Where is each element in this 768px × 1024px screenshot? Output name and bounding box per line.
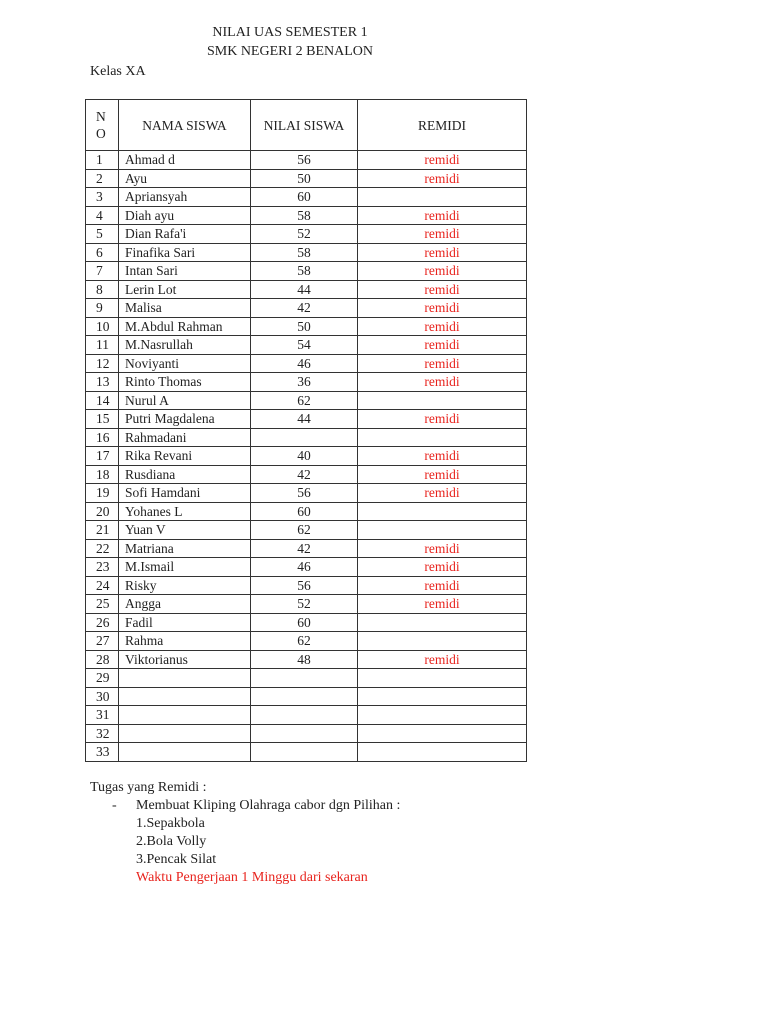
table-row — [86, 724, 527, 743]
row-no: 27 — [86, 632, 119, 651]
row-nilai: 42 — [251, 465, 358, 484]
class-label: Kelas XA — [90, 64, 146, 79]
row-nilai: 62 — [251, 521, 358, 540]
row-remidi: remidi — [358, 299, 527, 318]
row-remidi — [358, 188, 527, 207]
row-nilai: 40 — [251, 447, 358, 466]
row-nama: Rahma — [119, 632, 251, 651]
row-no: 15 — [86, 410, 119, 429]
row-nama: Malisa — [119, 299, 251, 318]
row-remidi — [358, 391, 527, 410]
doc-title: NILAI UAS SEMESTER 1 — [212, 25, 368, 40]
table-row — [86, 743, 527, 762]
table-row — [86, 336, 527, 355]
table-row — [86, 447, 527, 466]
row-no: 14 — [86, 391, 119, 410]
row-nilai: 52 — [251, 595, 358, 614]
row-remidi — [358, 706, 527, 725]
table-row — [86, 391, 527, 410]
row-nama: Viktorianus — [119, 650, 251, 669]
row-nama: M.Nasrullah — [119, 336, 251, 355]
row-nilai: 52 — [251, 225, 358, 244]
row-remidi: remidi — [358, 243, 527, 262]
row-no: 24 — [86, 576, 119, 595]
row-remidi: remidi — [358, 225, 527, 244]
row-remidi — [358, 687, 527, 706]
header-no-label: N O — [96, 109, 106, 141]
row-no: 26 — [86, 613, 119, 632]
row-nilai: 58 — [251, 206, 358, 225]
row-nilai: 58 — [251, 262, 358, 281]
table-row — [86, 317, 527, 336]
row-no: 19 — [86, 484, 119, 503]
header-nilai-siswa: NILAI SISWA — [251, 100, 358, 151]
table-row — [86, 687, 527, 706]
table-row — [86, 188, 527, 207]
option-item: 1.Sepakbola — [136, 816, 205, 831]
row-nama: Risky — [119, 576, 251, 595]
row-nama: Apriansyah — [119, 188, 251, 207]
header-nama-siswa: NAMA SISWA — [119, 100, 251, 151]
row-nama — [119, 743, 251, 762]
row-nama: Intan Sari — [119, 262, 251, 281]
row-no: 21 — [86, 521, 119, 540]
row-no: 8 — [86, 280, 119, 299]
row-remidi: remidi — [358, 336, 527, 355]
row-nilai: 42 — [251, 539, 358, 558]
row-nama: Yohanes L — [119, 502, 251, 521]
row-remidi: remidi — [358, 576, 527, 595]
row-nama: M.Ismail — [119, 558, 251, 577]
table-row — [86, 576, 527, 595]
header-no — [86, 100, 119, 151]
row-remidi: remidi — [358, 410, 527, 429]
row-no: 18 — [86, 465, 119, 484]
table-row — [86, 169, 527, 188]
table-row — [86, 484, 527, 503]
row-no: 16 — [86, 428, 119, 447]
row-nama — [119, 669, 251, 688]
row-remidi: remidi — [358, 169, 527, 188]
table-row — [86, 465, 527, 484]
table-row — [86, 354, 527, 373]
row-nama: Noviyanti — [119, 354, 251, 373]
school-name: SMK NEGERI 2 BENALON — [206, 44, 374, 59]
row-nama — [119, 687, 251, 706]
row-nama: Rinto Thomas — [119, 373, 251, 392]
header-remidi: REMIDI — [358, 100, 527, 151]
table-row — [86, 206, 527, 225]
row-remidi: remidi — [358, 465, 527, 484]
row-nama: M.Abdul Rahman — [119, 317, 251, 336]
table-row — [86, 262, 527, 281]
row-no: 32 — [86, 724, 119, 743]
row-nilai: 42 — [251, 299, 358, 318]
row-nama: Dian Rafa'i — [119, 225, 251, 244]
row-remidi: remidi — [358, 595, 527, 614]
row-nama: Diah ayu — [119, 206, 251, 225]
row-nama — [119, 724, 251, 743]
row-no: 5 — [86, 225, 119, 244]
option-item: 3.Pencak Silat — [136, 852, 217, 867]
row-nilai — [251, 706, 358, 725]
table-row — [86, 558, 527, 577]
row-nilai: 36 — [251, 373, 358, 392]
row-nama: Matriana — [119, 539, 251, 558]
table-row — [86, 539, 527, 558]
table-row — [86, 410, 527, 429]
row-nilai: 50 — [251, 169, 358, 188]
row-nilai: 58 — [251, 243, 358, 262]
option-item: 2.Bola Volly — [136, 834, 207, 849]
table-row — [86, 650, 527, 669]
row-nilai: 62 — [251, 391, 358, 410]
row-nama: Sofi Hamdani — [119, 484, 251, 503]
row-nama: Rika Revani — [119, 447, 251, 466]
table-row — [86, 151, 527, 170]
table-row — [86, 280, 527, 299]
row-no: 17 — [86, 447, 119, 466]
row-nama: Lerin Lot — [119, 280, 251, 299]
row-remidi: remidi — [358, 206, 527, 225]
row-remidi: remidi — [358, 262, 527, 281]
row-nilai: 50 — [251, 317, 358, 336]
row-nilai — [251, 743, 358, 762]
row-no: 22 — [86, 539, 119, 558]
table-row — [86, 373, 527, 392]
row-nilai: 44 — [251, 410, 358, 429]
row-nama: Rahmadani — [119, 428, 251, 447]
row-no: 1 — [86, 151, 119, 170]
row-nilai: 56 — [251, 576, 358, 595]
row-no: 13 — [86, 373, 119, 392]
row-remidi: remidi — [358, 650, 527, 669]
row-nilai: 54 — [251, 336, 358, 355]
table-row — [86, 613, 527, 632]
row-remidi — [358, 743, 527, 762]
row-remidi: remidi — [358, 539, 527, 558]
row-no: 25 — [86, 595, 119, 614]
row-nilai: 44 — [251, 280, 358, 299]
row-nilai: 60 — [251, 188, 358, 207]
row-nama: Putri Magdalena — [119, 410, 251, 429]
row-nilai: 56 — [251, 151, 358, 170]
row-nama: Ahmad d — [119, 151, 251, 170]
table-row — [86, 428, 527, 447]
row-nama: Angga — [119, 595, 251, 614]
row-remidi — [358, 632, 527, 651]
row-remidi: remidi — [358, 151, 527, 170]
row-remidi: remidi — [358, 484, 527, 503]
row-no: 29 — [86, 669, 119, 688]
row-no: 10 — [86, 317, 119, 336]
row-no: 4 — [86, 206, 119, 225]
row-remidi: remidi — [358, 558, 527, 577]
row-remidi: remidi — [358, 373, 527, 392]
task-text: Membuat Kliping Olahraga cabor dgn Pilihan : — [136, 798, 401, 813]
task-line — [90, 797, 400, 815]
row-no: 6 — [86, 243, 119, 262]
table-row — [86, 632, 527, 651]
row-no: 11 — [86, 336, 119, 355]
table-row — [86, 225, 527, 244]
remedial-notes — [90, 779, 400, 887]
row-remidi — [358, 669, 527, 688]
row-no: 33 — [86, 743, 119, 762]
row-nama: Ayu — [119, 169, 251, 188]
table-row — [86, 299, 527, 318]
row-remidi: remidi — [358, 280, 527, 299]
row-no: 20 — [86, 502, 119, 521]
table-row — [86, 706, 527, 725]
row-no: 31 — [86, 706, 119, 725]
table-row — [86, 243, 527, 262]
row-remidi: remidi — [358, 354, 527, 373]
row-nilai: 56 — [251, 484, 358, 503]
row-remidi: remidi — [358, 317, 527, 336]
row-nilai: 60 — [251, 502, 358, 521]
table-header-row — [86, 100, 527, 151]
row-no: 28 — [86, 650, 119, 669]
row-nilai — [251, 428, 358, 447]
row-no: 12 — [86, 354, 119, 373]
row-remidi — [358, 502, 527, 521]
row-remidi — [358, 428, 527, 447]
row-remidi — [358, 724, 527, 743]
row-remidi: remidi — [358, 447, 527, 466]
row-nilai: 46 — [251, 558, 358, 577]
bullet-dash: - — [112, 798, 117, 813]
row-nilai: 46 — [251, 354, 358, 373]
row-nilai — [251, 669, 358, 688]
row-nama: Finafika Sari — [119, 243, 251, 262]
row-nilai: 60 — [251, 613, 358, 632]
table-row — [86, 502, 527, 521]
row-nama: Fadil — [119, 613, 251, 632]
row-no: 23 — [86, 558, 119, 577]
grades-table — [85, 99, 527, 762]
deadline-text: Waktu Pengerjaan 1 Minggu dari sekaran — [136, 870, 368, 885]
table-row — [86, 595, 527, 614]
row-nilai: 62 — [251, 632, 358, 651]
row-remidi — [358, 521, 527, 540]
row-nilai — [251, 724, 358, 743]
row-no: 7 — [86, 262, 119, 281]
row-no: 3 — [86, 188, 119, 207]
row-nama — [119, 706, 251, 725]
row-no: 9 — [86, 299, 119, 318]
notes-heading: Tugas yang Remidi : — [90, 780, 207, 795]
row-nama: Rusdiana — [119, 465, 251, 484]
table-row — [86, 521, 527, 540]
row-no: 30 — [86, 687, 119, 706]
row-no: 2 — [86, 169, 119, 188]
row-nilai — [251, 687, 358, 706]
row-nama: Nurul A — [119, 391, 251, 410]
row-nama: Yuan V — [119, 521, 251, 540]
table-row — [86, 669, 527, 688]
row-remidi — [358, 613, 527, 632]
row-nilai: 48 — [251, 650, 358, 669]
